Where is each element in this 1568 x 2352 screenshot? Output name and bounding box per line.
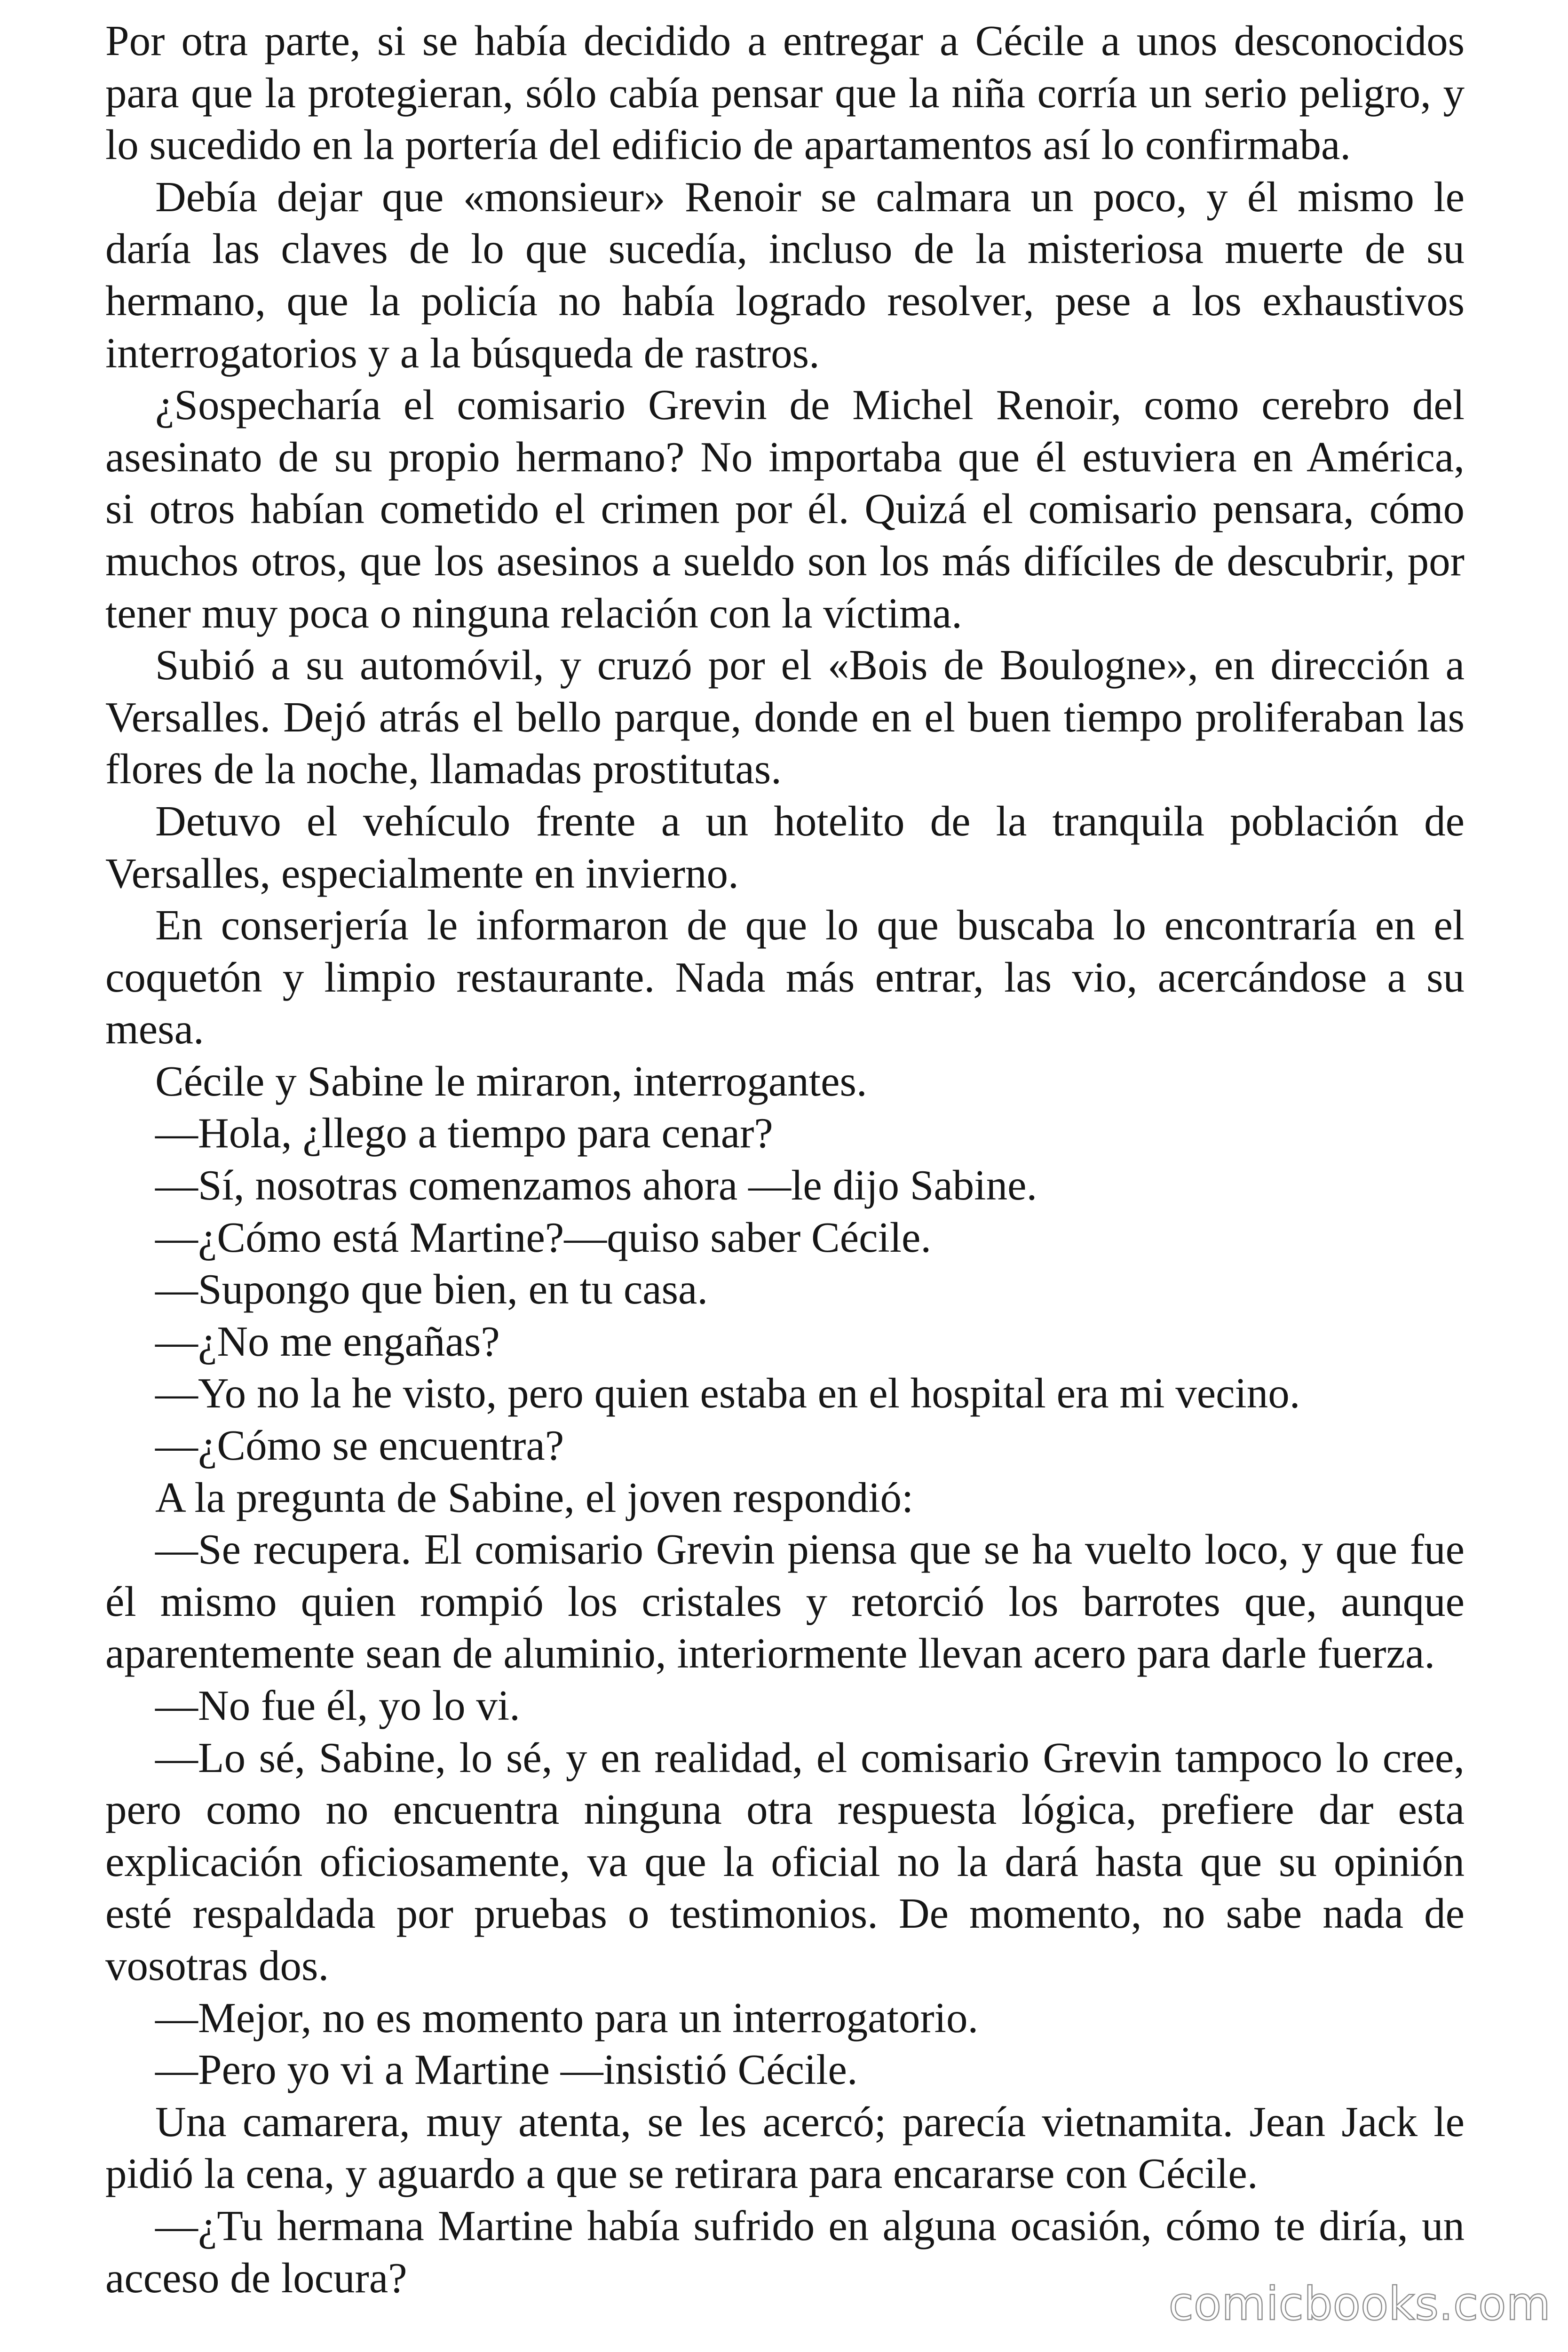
text-line: esté respaldada por pruebas o testimonios. De momento, no sabe nada de	[105, 1890, 1465, 1938]
text-line: Subió a su automóvil, y cruzó por el «Bois de Boulogne», en dirección a	[155, 641, 1465, 689]
dialogue-line	[105, 1732, 1465, 1992]
text-line: muchos otros, que los asesinos a sueldo son los más difíciles de descubrir, por	[105, 537, 1465, 585]
dialogue-line	[105, 1316, 1465, 1368]
text-line: —Lo sé, Sabine, lo sé, y en realidad, el comisario Grevin tampoco lo cree,	[155, 1733, 1465, 1781]
text-line: —Supongo que bien, en tu casa.	[155, 1265, 708, 1313]
text-line: —Hola, ¿llego a tiempo para cenar?	[155, 1109, 773, 1157]
dialogue-line	[105, 1992, 1465, 2044]
text-line: —No fue él, yo lo vi.	[155, 1682, 520, 1729]
text-line: —¿Tu hermana Martine había sufrido en alguna ocasión, cómo te diría, un	[155, 2201, 1465, 2249]
dialogue-line	[105, 1263, 1465, 1316]
text-line: tener muy poca o ninguna relación con la víctima.	[105, 589, 962, 637]
dialogue-line	[105, 1420, 1465, 1472]
text-line: —Sí, nosotras comenzamos ahora —le dijo Sabine.	[155, 1161, 1037, 1209]
paragraph	[105, 15, 1465, 171]
text-line: para que la protegieran, sólo cabía pensar que la niña corría un serio peligro, y	[105, 69, 1465, 117]
text-line: Una camarera, muy atenta, se les acercó; parecía vietnamita. Jean Jack le	[155, 2098, 1465, 2145]
text-line: pero como no encuentra ninguna otra respuesta lógica, prefiere dar esta	[105, 1786, 1465, 1834]
body-text	[105, 15, 1465, 2304]
text-line: —Mejor, no es momento para un interrogatorio.	[155, 1994, 979, 2042]
text-line: pidió la cena, y aguardo a que se retirara para encararse con Cécile.	[105, 2150, 1258, 2198]
text-line: ¿Sospecharía el comisario Grevin de Michel Renoir, como cerebro del	[155, 381, 1465, 429]
paragraph	[105, 1056, 1465, 1108]
paragraph	[105, 379, 1465, 639]
text-line: asesinato de su propio hermano? No importaba que él estuviera en América,	[105, 433, 1465, 481]
text-line: —Pero yo vi a Martine —insistió Cécile.	[155, 2046, 858, 2094]
text-line: Cécile y Sabine le miraron, interrogantes.	[155, 1057, 867, 1105]
text-line: mesa.	[105, 1005, 204, 1053]
text-line: En conserjería le informaron de que lo que buscaba lo encontraría en el	[155, 901, 1465, 949]
paragraph	[105, 795, 1465, 899]
dialogue-line	[105, 1367, 1465, 1420]
text-line: —¿Cómo se encuentra?	[155, 1422, 564, 1470]
text-line: Versalles, especialmente en invierno.	[105, 849, 739, 897]
dialogue-line	[105, 1524, 1465, 1680]
text-line: —¿Cómo está Martine?—quiso saber Cécile.	[155, 1213, 932, 1261]
dialogue-line	[105, 1160, 1465, 1212]
text-line: hermano, que la policía no había logrado resolver, pese a los exhaustivos	[105, 277, 1465, 325]
dialogue-line	[105, 1212, 1465, 1264]
paragraph	[105, 899, 1465, 1056]
dialogue-line	[105, 1680, 1465, 1732]
text-line: Versalles. Dejó atrás el bello parque, donde en el buen tiempo proliferaban las	[105, 693, 1465, 741]
text-line: Por otra parte, si se había decidido a entregar a Cécile a unos desconocidos	[105, 17, 1465, 64]
text-line: explicación oficiosamente, va que la oficial no la dará hasta que su opinión	[105, 1837, 1465, 1885]
text-line: Detuvo el vehículo frente a un hotelito de la tranquila población de	[155, 797, 1465, 845]
paragraph	[105, 171, 1465, 379]
paragraph	[105, 2096, 1465, 2200]
text-line: A la pregunta de Sabine, el joven respondió:	[155, 1473, 914, 1521]
text-line: —¿No me engañas?	[155, 1317, 500, 1365]
text-line: aparentemente sean de aluminio, interiormente llevan acero para darle fuerza.	[105, 1629, 1435, 1677]
text-line: lo sucedido en la portería del edificio de apartamentos así lo confirmaba.	[105, 121, 1351, 169]
paragraph	[105, 639, 1465, 795]
paragraph	[105, 1472, 1465, 1524]
text-line: daría las claves de lo que sucedía, incluso de la misteriosa muerte de su	[105, 225, 1465, 273]
text-line: acceso de locura?	[105, 2254, 407, 2302]
text-line: vosotras dos.	[105, 1941, 329, 1989]
dialogue-line	[105, 2044, 1465, 2096]
text-line: él mismo quien rompió los cristales y retorció los barrotes que, aunque	[105, 1577, 1465, 1625]
text-line: coquetón y limpio restaurante. Nada más entrar, las vio, acercándose a su	[105, 953, 1465, 1001]
text-line: —Yo no la he visto, pero quien estaba en el hospital era mi vecino.	[155, 1369, 1300, 1417]
dialogue-line	[105, 1107, 1465, 1160]
text-line: —Se recupera. El comisario Grevin piensa que se ha vuelto loco, y que fue	[155, 1526, 1465, 1573]
text-line: flores de la noche, llamadas prostitutas.	[105, 745, 782, 793]
text-line: Debía dejar que «monsieur» Renoir se calmara un poco, y él mismo le	[155, 173, 1465, 221]
watermark: comicbooks.com	[1168, 2277, 1551, 2330]
text-line: interrogatorios y a la búsqueda de rastros.	[105, 329, 820, 377]
text-line: si otros habían cometido el crimen por él. Quizá el comisario pensara, cómo	[105, 485, 1465, 533]
